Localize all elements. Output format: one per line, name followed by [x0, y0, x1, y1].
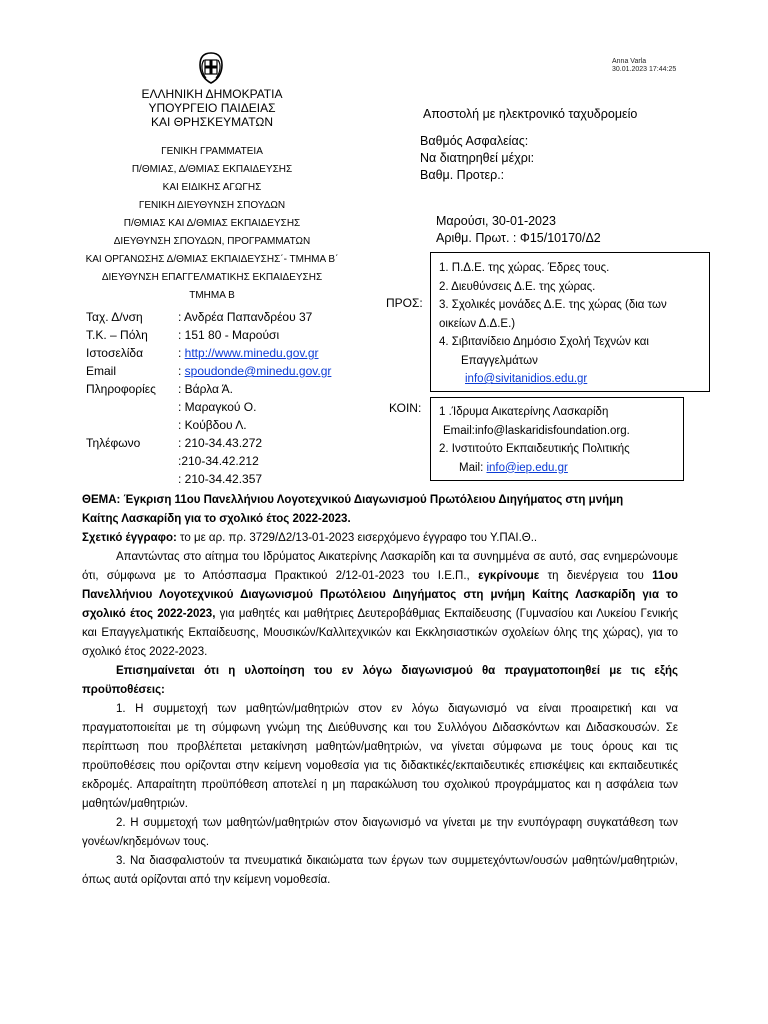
approval-verb: εγκρίνουμε [478, 570, 540, 582]
email-colon: : [178, 364, 185, 378]
website-label: Ιστοσελίδα [86, 346, 144, 360]
recipient-item: 2. Διευθύνσεις Δ.Ε. της χώρας. [439, 280, 596, 293]
info-person-3: : Κούβδου Λ. [178, 418, 247, 432]
cc-email-link[interactable]: info@iep.edu.gr [486, 461, 568, 474]
cc-item-1-email: Email:info@laskaridisfoundation.org. [443, 424, 630, 437]
related-label: Σχετικό έγγραφο: [82, 532, 177, 544]
email-link[interactable]: spoudonde@minedu.gov.gr [184, 364, 332, 378]
subject [82, 491, 682, 529]
info-person-1: : Βάρλα Ά. [178, 382, 233, 396]
document-date: Μαρούσι, 30-01-2023 [436, 214, 556, 228]
subject-label: ΘΕΜΑ: [82, 494, 121, 506]
cc-mail-prefix: Mail: [459, 461, 487, 474]
phone-3: : 210-34.42.357 [178, 472, 263, 486]
department-line: ΔΙΕΥΘΥΝΣΗ ΕΠΑΓΓΕΛΜΑΤΙΚΗΣ ΕΚΠΑΙΔΕΥΣΗΣ [101, 272, 323, 283]
security-block [420, 133, 534, 184]
recipient-item: Επαγγελμάτων [461, 354, 538, 367]
related-text: το με αρ. πρ. 3729/Δ2/13-01-2023 εισερχόμενο έγγραφο του Υ.ΠΑΙ.Θ.. [176, 532, 538, 544]
recipients-box [430, 252, 710, 392]
address-value: : Ανδρέα Παπανδρέου 37 [178, 310, 313, 324]
recipient-item: 1. Π.Δ.Ε. της χώρας. Έδρες τους. [439, 262, 610, 274]
contact-details [86, 308, 331, 488]
security-level: Βαθμός Ασφαλείας: [420, 134, 529, 148]
paragraph-condition-3: 3. Να διασφαλιστούν τα πνευματικά δικαιώματα των έργων των συμμετεχόντων/ουσών μαθητών/μαθητριών, όπως αυτά ορίζονται από την κείμενη νομοθεσία. [82, 855, 678, 886]
ministry-line-1: ΕΛΛΗΝΙΚΗ ΔΗΜΟΚΡΑΤΙΑ [141, 87, 283, 101]
ministry-line-3: ΚΑΙ ΘΡΗΣΚΕΥΜΑΤΩΝ [151, 115, 273, 129]
priority-level: Βαθμ. Προτερ.: [420, 168, 505, 182]
phone-label: Τηλέφωνο [86, 436, 141, 450]
cc-box [430, 397, 684, 481]
department-line: Π/ΘΜΙΑΣ ΚΑΙ Δ/ΘΜΙΑΣ ΕΚΠΑΙΔΕΥΣΗΣ [123, 218, 301, 229]
recipient-email-link[interactable]: info@sivitanidios.edu.gr [465, 373, 588, 385]
paragraph-conditions-intro: Επισημαίνεται ότι η υλοποίηση του εν λόγω διαγωνισμού θα πραγματοποιηθεί με τις εξής προϋποθέσεις: [82, 665, 678, 696]
competition-name: 11ου Πανελλήνιου Λογοτεχνικού Διαγωνισμού Πρωτόλειου Διηγήματος στη μνήμη Καίτης Λασκαρίδη για το σχολικό έτος 2022-2023, [82, 570, 678, 620]
ministry-line-2: ΥΠΟΥΡΓΕΙΟ ΠΑΙΔΕΙΑΣ [148, 101, 276, 115]
phone-2: :210-34.42.212 [178, 454, 259, 468]
department-line: Π/ΘΜΙΑΣ, Δ/ΘΜΙΑΣ ΕΚΠΑΙΔΕΥΣΗΣ [131, 164, 293, 175]
cc-label: ΚΟΙΝ: [389, 401, 422, 415]
cc-item-2: 2. Ινστιτούτο Εκπαιδευτικής Πολιτικής [439, 443, 630, 455]
email-label: Email [86, 364, 117, 378]
department-line: ΔΙΕΥΘΥΝΣΗ ΣΠΟΥΔΩΝ, ΠΡΟΓΡΑΜΜΑΤΩΝ [113, 236, 311, 247]
paragraph-condition-1: 1. Η συμμετοχή των μαθητών/μαθητριών στον εν λόγω διαγωνισμό να είναι προαιρετική και να πραγματοποιείται με τη σύμφωνη γνώμη της Διεύθυνσης και του Συλλόγου Διδασκόντων και Διδασκουσών. Σε περίπτωση που προβλέπεται μετακίνηση μαθητών/μαθητριών, να γίνεται σύμφωνα με τους όρους και τις προϋποθέσεις που ορίζονται στην κείμενη νομοθεσία για τις διδακτικές/εκπαιδευτικές επισκέψεις και εκπαιδευτικές εκδρομές. Απαραίτητη προϋπόθεση αποτελεί η μη παρακώλυση του σχολικού προγράμματος και η ασφάλεια των μαθητών/μαθητριών. [82, 703, 678, 810]
digital-signature [612, 58, 676, 74]
department-line: ΓΕΝΙΚΗ ΓΡΑΜΜΑΤΕΙΑ [161, 146, 263, 157]
cc-item-1: 1 .Ίδρυμα Αικατερίνης Λασκαρίδη [439, 406, 609, 418]
signature-name: Anna Varla [612, 58, 647, 65]
approval-text: για μαθητές και μαθήτριες Δευτεροβάθμιας Εκπαίδευσης (Γυμνασίου και Λυκείου Γενικής και Επαγγελματικής Εκπαίδευσης, Μουσικών/Καλλιτεχνικών και Εκκλησιαστικών σχολείων όλης της χώρας), για το σχολικό έτος 2022-2023. [82, 608, 678, 658]
website-link[interactable]: http://www.minedu.gov.gr [184, 346, 319, 360]
paragraph-approval [82, 548, 678, 662]
document-body [82, 548, 678, 890]
info-label: Πληροφορίες [86, 382, 156, 396]
subject-text-continued: Καίτης Λασκαρίδη για το σχολικό έτος 2022-2023. [82, 513, 351, 525]
approval-text: τη διενέργεια του [539, 570, 653, 582]
city-label: Τ.Κ. – Πόλη [86, 328, 148, 342]
retention-until: Να διατηρηθεί μέχρι: [420, 151, 535, 165]
approval-text: Απαντώντας στο αίτημα του Ιδρύματος Αικατερίνης Λασκαρίδη και τα συνημμένα σε αυτό, σας ενημερώνουμε ότι, σύμφωνα με το Απόσπασμα Πρακτικού 2/12-01-2023 του Ι.Ε.Π., [82, 551, 678, 582]
protocol-number: Αριθμ. Πρωτ. : Φ15/10170/Δ2 [436, 231, 601, 245]
recipients-label: ΠΡΟΣ: [386, 296, 423, 310]
phone-1: : 210-34.43.272 [178, 436, 263, 450]
department-line: ΚΑΙ ΕΙΔΙΚΗΣ ΑΓΩΓΗΣ [162, 182, 262, 193]
department-line: ΚΑΙ ΟΡΓΑΝΩΣΗΣ Δ/ΘΜΙΑΣ ΕΚΠΑΙΔΕΥΣΗΣ΄- ΤΜΗΜΑ Β΄ [85, 254, 339, 265]
department-line: ΤΜΗΜΑ Β [189, 290, 235, 301]
paragraph-condition-2: 2. Η συμμετοχή των μαθητών/μαθητριών στον διαγωνισμό να γίνεται με την ενυπόγραφη συγκατάθεση των γονέων/κηδεμόνων τους. [82, 817, 678, 848]
subject-text: Έγκριση 11ου Πανελλήνιου Λογοτεχνικού Διαγωνισμού Πρωτόλειου Διηγήματος στη μνήμη [120, 494, 624, 506]
recipient-item: οικείων Δ.Δ.Ε.) [439, 317, 516, 330]
website-colon: : [178, 346, 185, 360]
ministry-header [92, 87, 332, 129]
date-protocol-block [436, 213, 601, 247]
address-label: Ταχ. Δ/νση [86, 310, 143, 324]
city-value: : 151 80 - Μαρούσι [178, 328, 280, 342]
delivery-method: Αποστολή με ηλεκτρονικό ταχυδρομείο [423, 107, 638, 121]
info-person-2: : Μαραγκού Ο. [178, 400, 257, 414]
greek-coat-of-arms-icon [193, 50, 229, 86]
related-document [82, 529, 682, 548]
recipient-item: 3. Σχολικές μονάδες Δ.Ε. της χώρας (δια των [439, 299, 667, 311]
recipient-item: 4. Σιβιτανίδειο Δημόσιο Σχολή Τεχνών και [439, 336, 649, 348]
department-list [42, 143, 382, 305]
signature-datetime: 30.01.2023 17:44:25 [612, 66, 677, 73]
department-line: ΓΕΝΙΚΗ ΔΙΕΥΘΥΝΣΗ ΣΠΟΥΔΩΝ [138, 200, 286, 211]
